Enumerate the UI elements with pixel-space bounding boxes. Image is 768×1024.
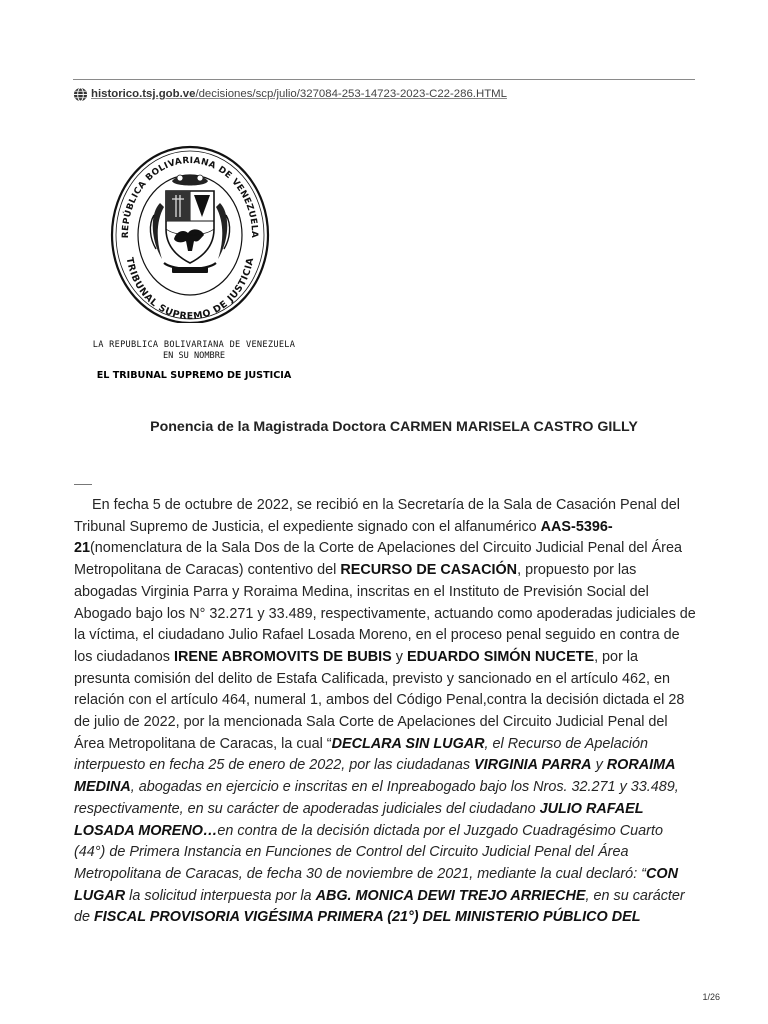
lawyer-1: VIRGINIA PARRA <box>474 757 592 774</box>
lawyer-2: RORAIMA MEDINA <box>74 757 675 796</box>
quote-text-2: y <box>591 757 607 774</box>
seal-bottom-text: TRIBUNAL SUPREMO DE JUSTICIA <box>123 256 257 323</box>
body-text-1: En fecha 5 de octubre de 2022, se recibió en la Secretaría de la Sala de Casación Penal del Tribunal Supremo de Justicia, el expediente signado con el alfanumérico <box>74 497 681 535</box>
section-dash <box>74 484 92 485</box>
defendant-1: IRENE ABROMOVITS DE BUBIS <box>174 648 392 665</box>
top-divider <box>73 79 695 80</box>
appeal-type: RECURSO DE CASACIÓN <box>340 562 518 579</box>
quote-text-3: , abogadas en ejercicio e inscritas en el Inpreabogado bajo los Nros. 32.271 y 33.489, respectivamente, en su carácter de apoderadas judiciales del ciudadano <box>74 779 679 817</box>
source-url-link[interactable] <box>91 88 507 100</box>
url-domain: historico.tsj.gob.ve <box>91 88 196 100</box>
decision-body <box>74 495 698 929</box>
heading-court-name: EL TRIBUNAL SUPREMO DE JUSTICIA <box>96 370 292 381</box>
heading-in-its-name: EN SU NOMBRE <box>162 351 226 361</box>
quote-text-4: en contra de la decisión dictada por el Juzgado Cuadragésimo Cuarto (44°) de Primera Instancia en Funciones de Control del Circuito Judicial Penal del Área Metropolitana de Caracas, de fecha 30 de noviembre de 2021, mediante la cual declaró: “ <box>74 822 663 882</box>
victim-name: JULIO RAFAEL LOSADA MORENO… <box>74 800 644 839</box>
quote-text-1: , el Recurso de Apelación interpuesto en fecha 25 de enero de 2022, por las ciudadanas <box>74 735 649 774</box>
quote-text-6: , en su carácter de <box>74 887 685 926</box>
decision-paragraph <box>74 495 698 929</box>
case-number: AAS-5396-21 <box>74 518 613 557</box>
url-path: /decisiones/scp/julio/327084-253-14723-2023-C22-286.HTML <box>195 88 507 100</box>
quote-text-5: la solicitud interpuesta por la <box>125 887 316 904</box>
seal-top-text: REPÚBLICA BOLIVARIANA DE VENEZUELA <box>120 155 260 239</box>
ruling-con-lugar: CON LUGAR <box>74 865 678 904</box>
body-text-2: (nomenclatura de la Sala Dos de la Corte de Apelaciones del Circuito Judicial Penal del Área Metropolitana de Caracas) contentivo del <box>74 540 682 579</box>
defendant-2: EDUARDO SIMÓN NUCETE <box>406 648 595 665</box>
ponencia-title: Ponencia de la Magistrada Doctora CARMEN MARISELA CASTRO GILLY <box>150 419 638 435</box>
court-heading <box>74 340 314 384</box>
coat-of-arms-icon <box>150 175 229 273</box>
body-text-4: y <box>391 648 407 665</box>
ruling-declara: DECLARA SIN LUGAR <box>331 735 485 752</box>
heading-republic: LA REPUBLICA BOLIVARIANA DE VENEZUELA <box>92 340 296 350</box>
body-text-3: , propuesto por las abogadas Virginia Parra y Roraima Medina, inscritas en el Instituto de Previsión Social del Abogado bajo los N° 32.271 y 33.489, respectivamente, actuando como apoderadas judiciales de la víctima, el ciudadano Julio Rafael Losada Moreno, en el proceso penal seguido en contra de los ciudadanos <box>74 562 696 665</box>
court-seal-emblem <box>110 143 270 323</box>
prosecutor-name: ABG. MONICA DEWI TREJO ARRIECHE <box>315 887 586 904</box>
body-text-5: , por la presunta comisión del delito de Estafa Calificada, previsto y sancionado en el artículo 462, en relación con el artículo 464, numeral 1, ambos del Código Penal,contra la decisión dictada el 28 de julio de 2022, por la mencionada Sala Corte de Apelaciones del Circuito Judicial Penal del Área Metropolitana de Caracas, la cual “ <box>74 648 685 752</box>
svg-text:TRIBUNAL SUPREMO DE JUSTICIA <box>124 256 257 322</box>
prosecutor-office: FISCAL PROVISORIA VIGÉSIMA PRIMERA (21°) DEL MINISTERIO PÚBLICO DEL <box>94 909 641 926</box>
globe-icon <box>73 87 88 102</box>
source-url-line <box>73 86 507 102</box>
page-number: 1/26 <box>702 992 720 1002</box>
